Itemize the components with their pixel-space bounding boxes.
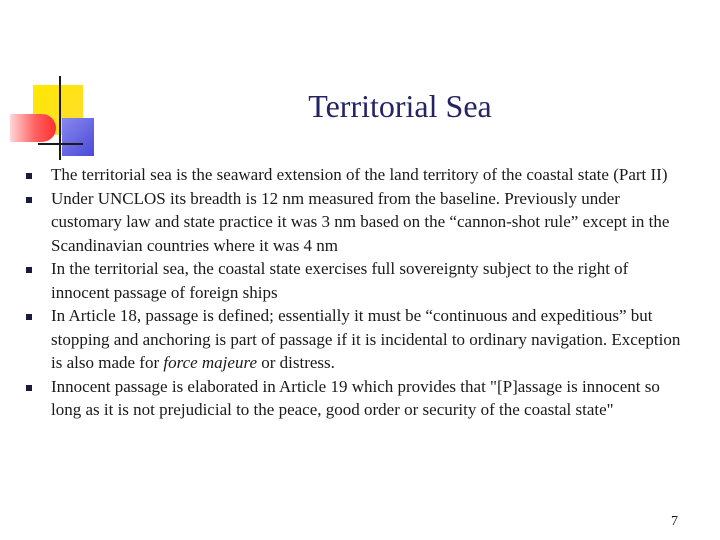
bullet-text: In the territorial sea, the coastal state exercises full sovereignty subject to the right of innocent passage of foreign ships	[51, 259, 629, 302]
horizontal-line	[38, 143, 83, 145]
bullet-item	[26, 375, 686, 422]
bullet-text-part: In Article 18, passage is defined; essentially it must be “continuous and expeditious” but stopping and anchoring is part of passage if it is incidental to ordinary navigation. Exception is also made for	[51, 306, 681, 372]
bullet-text-part: or distress.	[256, 353, 335, 372]
slide-title: Territorial Sea	[308, 88, 492, 124]
bullet-text: The territorial sea is the seaward extension of the land territory of the coastal state (Part II)	[51, 165, 668, 184]
decorative-logo-squares	[0, 0, 100, 165]
bullet-square-icon	[26, 197, 32, 203]
page-number: 7	[671, 514, 678, 529]
bullet-text	[51, 304, 686, 375]
bullet-text: Under UNCLOS its breadth is 12 nm measured from the baseline. Previously under customary law and state practice it was 3 nm based on the “cannon-shot rule” except in the Scandinavian countries where it was 4 nm	[51, 188, 670, 255]
bullet-item	[26, 187, 686, 258]
vertical-line	[59, 76, 61, 160]
blue-square	[62, 118, 94, 156]
bullet-text: Innocent passage is elaborated in Article 19 which provides that "[P]assage is innocent so long as it is not prejudicial to the peace, good order or security of the coastal state"	[51, 376, 660, 419]
bullet-square-icon	[26, 314, 32, 320]
bullet-square-icon	[26, 173, 32, 179]
red-square	[10, 114, 56, 142]
bullet-item	[26, 257, 686, 304]
bullet-list	[26, 163, 686, 422]
bullet-item	[26, 304, 686, 375]
bullet-text-italic: force majeure	[163, 353, 257, 372]
bullet-item	[26, 163, 686, 187]
bullet-square-icon	[26, 385, 32, 391]
bullet-square-icon	[26, 267, 32, 273]
